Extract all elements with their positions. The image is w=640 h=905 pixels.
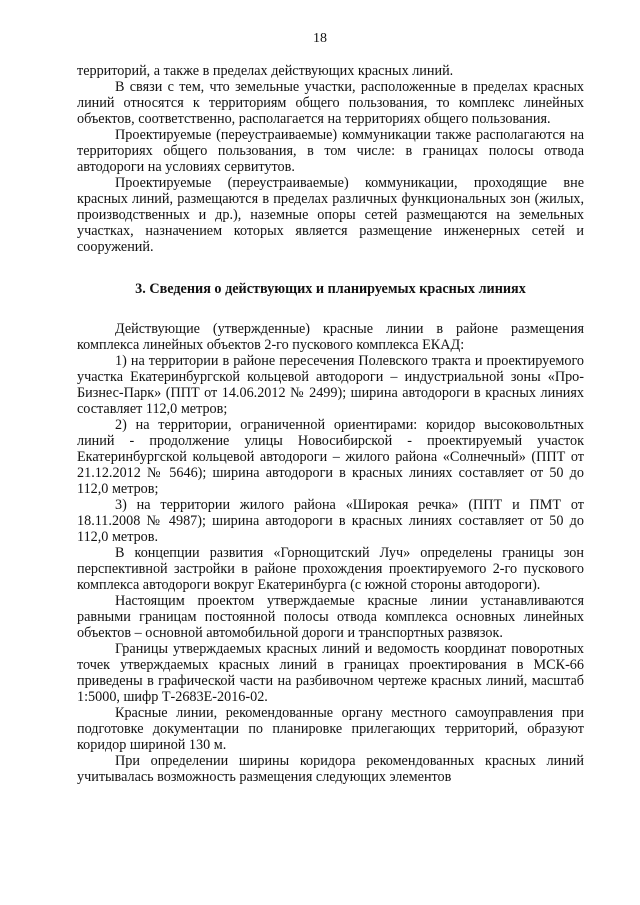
document-body — [77, 63, 584, 785]
paragraph: В концепции развития «Горнощитский Луч» определены границы зон перспективной застройки в районе прохождения проектируемого 2-го пускового комплекса автодороги вокруг Екатеринбурга (с южной стороны автодороги). — [77, 545, 584, 593]
list-item: 3) на территории жилого района «Широкая речка» (ППТ и ПМТ от 18.11.2008 № 4987); ширина автодороги в красных линиях составляет от 50 до 112,0 метров. — [77, 497, 584, 545]
paragraph: Настоящим проектом утверждаемые красные линии устанавливаются равными границам постоянной полосы отвода комплекса основных линейных объектов – основной автомобильной дороги и транспортных развязок. — [77, 593, 584, 641]
paragraph: Красные линии, рекомендованные органу местного самоуправления при подготовке документации по планировке прилегающих территорий, образуют коридор шириной 130 м. — [77, 705, 584, 753]
section-heading: 3. Сведения о действующих и планируемых красных линиях — [135, 281, 526, 297]
paragraph: территорий, а также в пределах действующих красных линий. — [77, 63, 454, 79]
paragraph: Проектируемые (переустраиваемые) коммуникации также располагаются на территориях общего пользования, в том числе: в границах полосы отвода автодороги на условиях сервитутов. — [77, 127, 584, 175]
paragraph: В связи с тем, что земельные участки, расположенные в пределах красных линий относятся к территориям общего пользования, то комплекс линейных объектов, соответственно, располагается на территориях общего пользования. — [77, 79, 584, 127]
paragraph: При определении ширины коридора рекомендованных красных линий учитывалась возможность размещения следующих элементов — [77, 753, 584, 785]
paragraph: Границы утверждаемых красных линий и ведомость координат поворотных точек утверждаемых красных линий в границах проектирования в МСК-66 приведены в графической части на разбивочном чертеже красных линий, масштаб 1:5000, шифр Т-2683Е-2016-02. — [77, 641, 584, 705]
list-item: 2) на территории, ограниченной ориентирами: коридор высоковольтных линий - продолжение улицы Новосибирской - проектируемый участок Екатеринбургской кольцевой автодороги – жилого района «Солнечный» (ППТ от 21.12.2012 № 5646); ширина автодороги в красных линиях составляет от 50 до 112,0 метров; — [77, 417, 584, 497]
paragraph: Действующие (утвержденные) красные линии в районе размещения комплекса линейных объектов 2-го пускового комплекса ЕКАД: — [77, 321, 584, 353]
list-item: 1) на территории в районе пересечения Полевского тракта и проектируемого участка Екатеринбургской кольцевой автодороги – индустриальной зоны «Про-Бизнес-Парк» (ППТ от 14.06.2012 № 2499); ширина автодороги в красных линиях составляет 112,0 метров; — [77, 353, 584, 417]
page-number: 18 — [313, 31, 327, 46]
paragraph: Проектируемые (переустраиваемые) коммуникации, проходящие вне красных линий, размещаются в пределах различных функциональных зон (жилых, производственных и др.), наземные опоры сетей размещаются на земельных участках, назначением которых является размещение инженерных сетей и сооружений. — [77, 175, 584, 255]
